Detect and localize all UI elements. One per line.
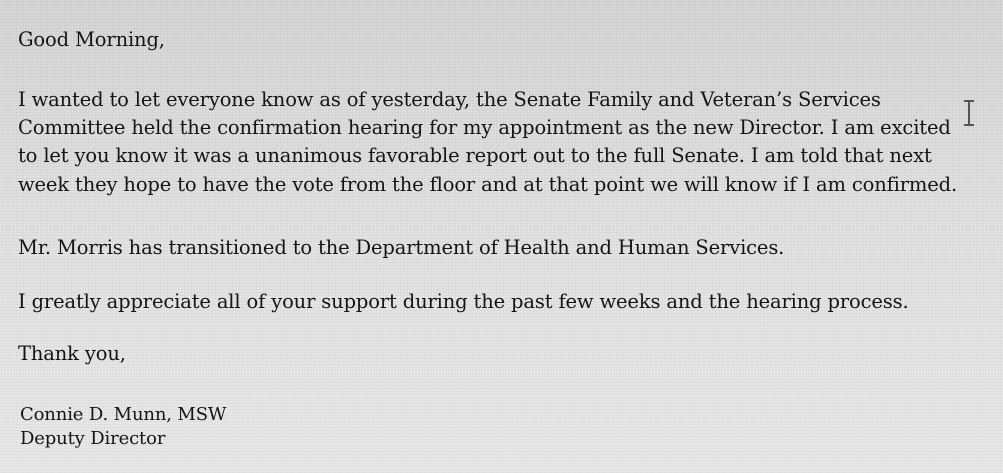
text-cursor-icon <box>962 100 976 126</box>
paragraph-3-text: I greatly appreciate all of your support during the past few weeks and the hearing process. <box>18 290 909 313</box>
greeting-text: Good Morning, <box>18 28 165 51</box>
paragraph-2-text: Mr. Morris has transitioned to the Department of Health and Human Services. <box>18 236 785 259</box>
paragraph-1-line-2: Committee held the confirmation hearing for my appointment as the new Director. I am excited <box>18 116 951 139</box>
signature-title: Deputy Director <box>20 428 166 449</box>
paragraph-1-line-1: I wanted to let everyone know as of yesterday, the Senate Family and Veteran’s Services <box>18 88 881 111</box>
closing-text: Thank you, <box>18 342 126 365</box>
signature-name: Connie D. Munn, MSW <box>20 404 227 425</box>
paragraph-1-line-3: to let you know it was a unanimous favorable report out to the full Senate. I am told that next <box>18 144 932 167</box>
paragraph-1-line-4: week they hope to have the vote from the floor and at that point we will know if I am confirmed. <box>18 173 958 196</box>
